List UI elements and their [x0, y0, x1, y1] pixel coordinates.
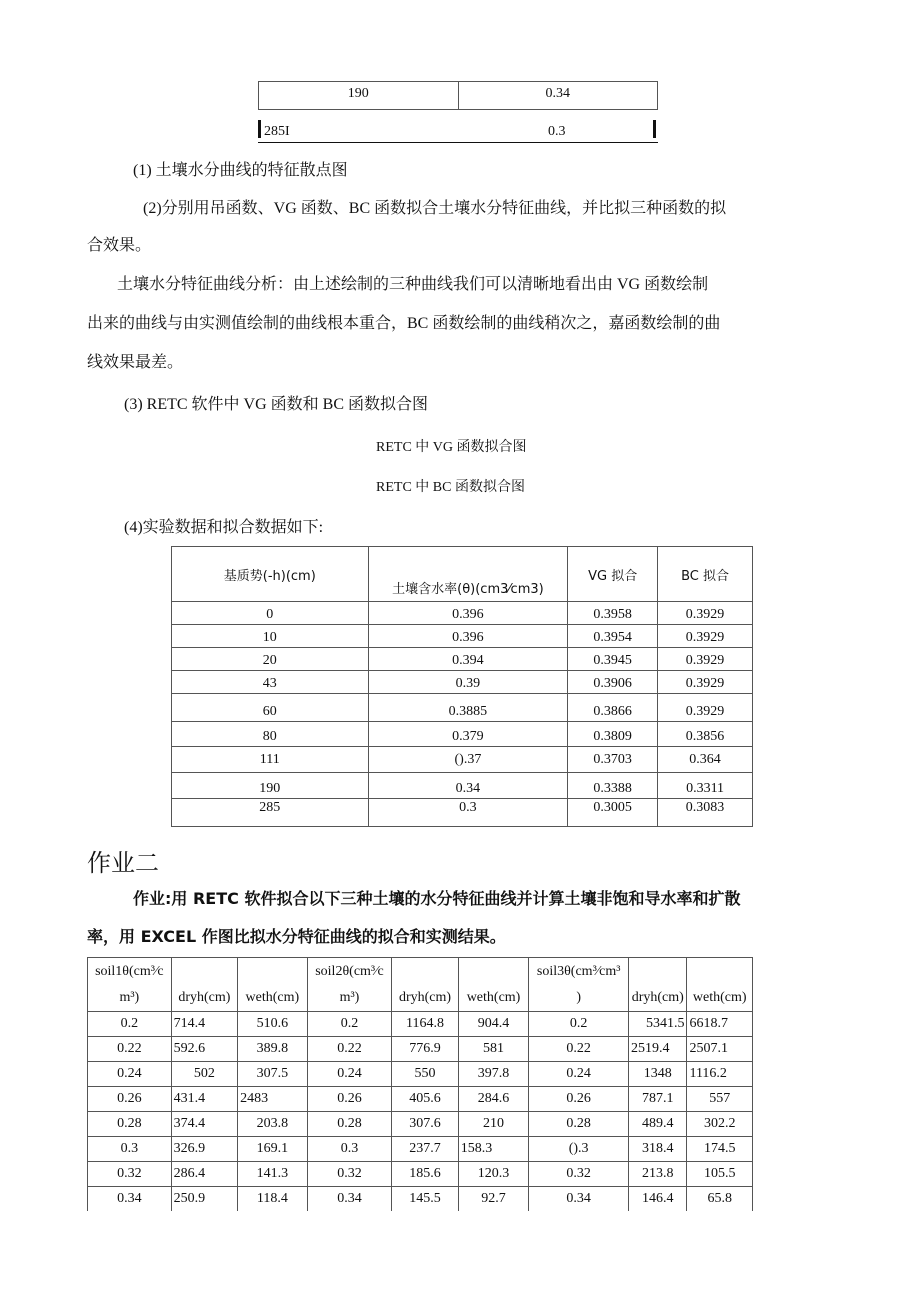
- cell: 0.364: [658, 747, 753, 773]
- cell: 0.24: [529, 1062, 629, 1087]
- header-soil2-weth: weth(cm): [458, 958, 529, 1012]
- header-line: m³): [339, 990, 360, 1005]
- table-row: [88, 1037, 753, 1062]
- cell: 1348: [629, 1062, 687, 1087]
- cell: 92.7: [458, 1187, 529, 1212]
- border-bar-left: [258, 120, 261, 138]
- cell: 0.3703: [568, 747, 658, 773]
- cell: 210: [458, 1112, 529, 1137]
- cell: 250.9: [171, 1187, 238, 1212]
- cell: 0.396: [368, 602, 568, 625]
- cell: 0.26: [529, 1087, 629, 1112]
- cell: 286.4: [171, 1162, 238, 1187]
- cell: 714.4: [171, 1012, 238, 1037]
- cell: 326.9: [171, 1137, 238, 1162]
- caption-bc-figure: RETC 中 BC 函数拟合图: [376, 480, 525, 495]
- cell: 203.8: [238, 1112, 308, 1137]
- item-1: (1) 土壤水分曲线的特征散点图: [133, 162, 348, 179]
- cell: 0.32: [529, 1162, 629, 1187]
- cell: 0.2: [529, 1012, 629, 1037]
- cell: ().37: [368, 747, 568, 773]
- header-soil1-weth: weth(cm): [238, 958, 308, 1012]
- header-vg-fit: VG 拟合: [568, 547, 658, 602]
- cell: 158.3: [458, 1137, 529, 1162]
- cell: 146.4: [629, 1187, 687, 1212]
- cell: 904.4: [458, 1012, 529, 1037]
- cell: 302.2: [687, 1112, 753, 1137]
- cell: 0.26: [88, 1087, 172, 1112]
- table-row: [172, 671, 753, 694]
- table-row: [172, 747, 753, 773]
- header-matric-potential: 基质势(-h)(cm): [172, 547, 369, 602]
- cell: 0.379: [368, 722, 568, 747]
- analysis-line1: 土壤水分特征曲线分析：由上述绘制的三种曲线我们可以清晰地看出由 VG 函数绘制: [117, 276, 709, 293]
- cell: 0.22: [307, 1037, 392, 1062]
- table-fragment-row-285: [258, 118, 658, 143]
- fit-data-table: [171, 546, 753, 827]
- table-row: [172, 602, 753, 625]
- cell: 284.6: [458, 1087, 529, 1112]
- cell: 0.3: [88, 1137, 172, 1162]
- cell: 0.3: [368, 799, 568, 827]
- table-row: [172, 773, 753, 799]
- header-soil1-dryh: dryh(cm): [171, 958, 238, 1012]
- cell: 118.4: [238, 1187, 308, 1212]
- table-row: [88, 1112, 753, 1137]
- header-line: m³): [119, 990, 140, 1005]
- cell: 0.3929: [658, 625, 753, 648]
- table-row: [88, 1162, 753, 1187]
- cell: 0.394: [368, 648, 568, 671]
- cell: 174.5: [687, 1137, 753, 1162]
- cell: 6618.7: [687, 1012, 753, 1037]
- cell: 285: [172, 799, 369, 827]
- soil-data-table: [87, 957, 753, 1211]
- cell: 0.39: [368, 671, 568, 694]
- table-row: [88, 1137, 753, 1162]
- cell: 0.22: [88, 1037, 172, 1062]
- table-row: [172, 625, 753, 648]
- header-line: soil2θ(cm³⁄c: [315, 964, 384, 979]
- cell: 431.4: [171, 1087, 238, 1112]
- cell: 0.3906: [568, 671, 658, 694]
- cell: 43: [172, 671, 369, 694]
- cell: 5341.5: [629, 1012, 687, 1037]
- header-line: soil1θ(cm³⁄c: [95, 964, 164, 979]
- cell: 787.1: [629, 1087, 687, 1112]
- cell: 0.2: [307, 1012, 392, 1037]
- cell: 0.3929: [658, 602, 753, 625]
- cell: 510.6: [238, 1012, 308, 1037]
- table-row: [172, 648, 753, 671]
- cell: 0.28: [529, 1112, 629, 1137]
- table-row: [172, 694, 753, 722]
- cell: 0.3885: [368, 694, 568, 722]
- cell: 0.32: [88, 1162, 172, 1187]
- cell: 0.28: [307, 1112, 392, 1137]
- cell: 60: [172, 694, 369, 722]
- cell: 80: [172, 722, 369, 747]
- header-soil3-theta: [529, 958, 629, 1012]
- cell: 190: [172, 773, 369, 799]
- cell: 489.4: [629, 1112, 687, 1137]
- analysis-line2: 出来的曲线与由实测值绘制的曲线根本重合，BC 函数绘制的曲线稍次之，嘉函数绘制的曲: [87, 315, 721, 332]
- cell: 389.8: [238, 1037, 308, 1062]
- cell: 0.3929: [658, 648, 753, 671]
- analysis-line3: 线效果最差。: [87, 354, 184, 371]
- cell: 374.4: [171, 1112, 238, 1137]
- cell: 111: [172, 747, 369, 773]
- caption-vg-figure: RETC 中 VG 函数拟合图: [376, 440, 527, 455]
- cell: 0.3388: [568, 773, 658, 799]
- border-bar-right: [653, 120, 656, 138]
- cell: 0.3: [307, 1137, 392, 1162]
- header-line: soil3θ(cm³⁄cm³: [536, 964, 621, 979]
- cell: 2507.1: [687, 1037, 753, 1062]
- header-bc-fit: BC 拟合: [658, 547, 753, 602]
- cell: 0.34: [368, 773, 568, 799]
- cell: 0.28: [88, 1112, 172, 1137]
- cell: 213.8: [629, 1162, 687, 1187]
- table-row: [88, 1187, 753, 1212]
- cell: 0.24: [307, 1062, 392, 1087]
- cell: 0: [172, 602, 369, 625]
- item-2-line2: 合效果。: [87, 237, 152, 254]
- table-header-row: [172, 547, 753, 602]
- cell: 0.3954: [568, 625, 658, 648]
- cell: 20: [172, 648, 369, 671]
- cell: 581: [458, 1037, 529, 1062]
- cell: 307.6: [392, 1112, 459, 1137]
- header-line: ): [576, 990, 581, 1005]
- cell: 2519.4: [629, 1037, 687, 1062]
- table-row: [88, 1012, 753, 1037]
- cell: 10: [172, 625, 369, 648]
- header-soil1-theta: [88, 958, 172, 1012]
- cell: 0.34: [458, 82, 658, 109]
- task-line2: 率，用 EXCEL 作图比拟水分特征曲线的拟合和实测结果。: [87, 927, 506, 946]
- cell: 0.3: [548, 124, 566, 139]
- cell: 237.7: [392, 1137, 459, 1162]
- header-soil2-theta: [307, 958, 392, 1012]
- cell: 318.4: [629, 1137, 687, 1162]
- cell: 1116.2: [687, 1062, 753, 1087]
- cell: 397.8: [458, 1062, 529, 1087]
- cell: 0.3866: [568, 694, 658, 722]
- cell: 502: [171, 1062, 238, 1087]
- cell: 0.3005: [568, 799, 658, 827]
- cell: 0.3958: [568, 602, 658, 625]
- cell: 307.5: [238, 1062, 308, 1087]
- cell: 169.1: [238, 1137, 308, 1162]
- cell: 776.9: [392, 1037, 459, 1062]
- cell: 592.6: [171, 1037, 238, 1062]
- cell: ().3: [529, 1137, 629, 1162]
- cell: 105.5: [687, 1162, 753, 1187]
- item-4: (4)实验数据和拟合数据如下:: [124, 519, 324, 536]
- section-heading: 作业二: [87, 849, 159, 877]
- cell: 145.5: [392, 1187, 459, 1212]
- cell: 0.3856: [658, 722, 753, 747]
- cell: 0.3929: [658, 671, 753, 694]
- task-line1: 作业:用 RETC 软件拟合以下三种土壤的水分特征曲线并计算土壤非饱和导水率和扩散: [133, 889, 741, 908]
- table-fragment-row-190: [258, 81, 658, 110]
- cell: 141.3: [238, 1162, 308, 1187]
- cell: 0.22: [529, 1037, 629, 1062]
- cell: 190: [347, 86, 369, 101]
- cell: 0.3945: [568, 648, 658, 671]
- table-header-row: [88, 958, 753, 1012]
- item-2-line1: (2)分别用吊函数、VG 函数、BC 函数拟合土壤水分特征曲线，并比拟三种函数的拟: [143, 200, 727, 217]
- cell: 557: [687, 1087, 753, 1112]
- cell: 405.6: [392, 1087, 459, 1112]
- cell: 0.3311: [658, 773, 753, 799]
- cell: 0.34: [307, 1187, 392, 1212]
- cell: 0.26: [307, 1087, 392, 1112]
- cell: 0.24: [88, 1062, 172, 1087]
- cell: 0.3083: [658, 799, 753, 827]
- header-soil3-weth: weth(cm): [687, 958, 753, 1012]
- cell: 0.3809: [568, 722, 658, 747]
- cell: 285I: [264, 124, 290, 139]
- cell: 0.396: [368, 625, 568, 648]
- table-row: [172, 799, 753, 827]
- cell: 65.8: [687, 1187, 753, 1212]
- cell: 2483: [238, 1087, 308, 1112]
- cell: 0.2: [88, 1012, 172, 1037]
- header-soil3-dryh: dryh(cm): [629, 958, 687, 1012]
- cell: 550: [392, 1062, 459, 1087]
- cell: 0.32: [307, 1162, 392, 1187]
- cell: 0.34: [529, 1187, 629, 1212]
- cell: 185.6: [392, 1162, 459, 1187]
- cell: 1164.8: [392, 1012, 459, 1037]
- table-row: [172, 722, 753, 747]
- item-3: (3) RETC 软件中 VG 函数和 BC 函数拟合图: [124, 396, 429, 413]
- table-row: [88, 1087, 753, 1112]
- header-water-content: 土壤含水率(θ)(cm3⁄cm3): [368, 547, 568, 602]
- cell: 0.34: [88, 1187, 172, 1212]
- cell: 0.3929: [658, 694, 753, 722]
- header-soil2-dryh: dryh(cm): [392, 958, 459, 1012]
- cell: 120.3: [458, 1162, 529, 1187]
- table-row: [88, 1062, 753, 1087]
